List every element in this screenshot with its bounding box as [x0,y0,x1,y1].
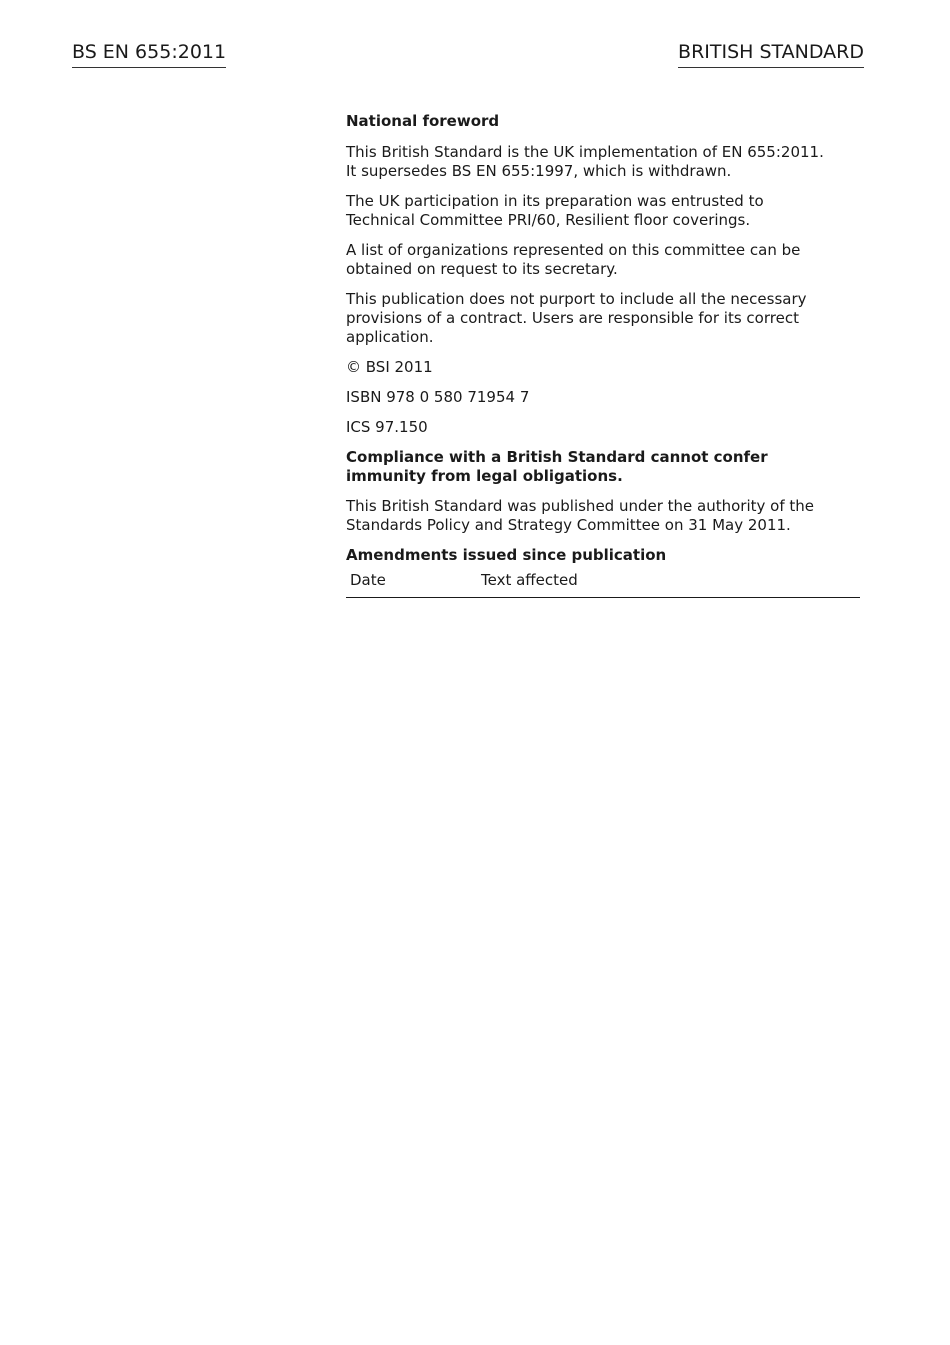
amendments-title: Amendments issued since publication [346,546,667,564]
column-header-text-affected: Text affected [477,570,860,598]
compliance-statement: Compliance with a British Standard cannot confer immunity from legal obligations. [346,448,768,485]
column-header-date: Date [346,570,477,598]
ics-line: ICS 97.150 [346,418,428,436]
foreword-paragraph-participation: The UK participation in its preparation was entrusted to Technical Committee PRI/60, Resilient floor coverings. [346,192,764,229]
copyright-line: © BSI 2011 [346,358,433,376]
foreword-title: National foreword [346,112,500,130]
national-foreword-section [346,112,860,598]
amendments-header-row [346,570,860,598]
header-document-type: BRITISH STANDARD [678,40,864,68]
foreword-paragraph-disclaimer: This publication does not purport to include all the necessary provisions of a contract. Users are responsible for its correct application. [346,290,807,346]
header-document-id: BS EN 655:2011 [72,40,226,68]
amendments-table [346,570,860,598]
foreword-paragraph-implementation: This British Standard is the UK implementation of EN 655:2011. It supersedes BS EN 655:1997, which is withdrawn. [346,143,824,180]
authority-statement: This British Standard was published under the authority of the Standards Policy and Strategy Committee on 31 May 2011. [346,497,815,534]
isbn-line: ISBN 978 0 580 71954 7 [346,388,530,406]
foreword-paragraph-organizations: A list of organizations represented on this committee can be obtained on request to its secretary. [346,241,801,278]
